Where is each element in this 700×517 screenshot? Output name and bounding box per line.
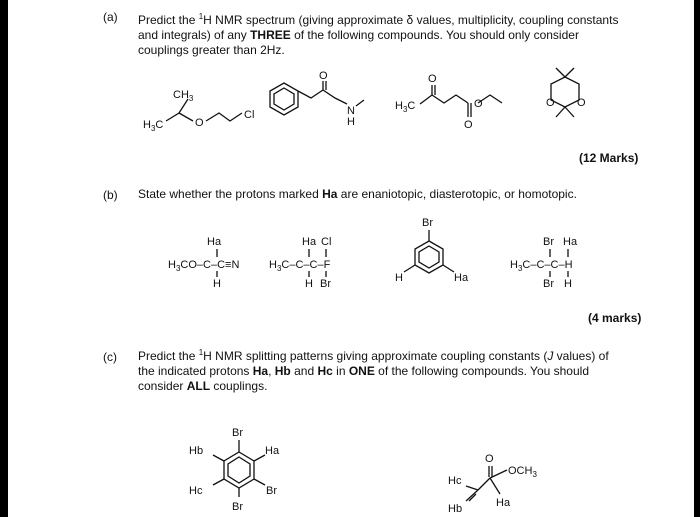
a2-oxygen: O [319, 70, 328, 82]
part-a-line1-pre: Predict the [138, 13, 199, 27]
part-c-bold-one: ONE [348, 364, 375, 378]
c2-ha: Ha [496, 497, 511, 509]
b3-hydrogen: H [395, 272, 403, 284]
part-a-line1-post: H NMR spectrum (giving approximate δ values, multiplicity, coupling constants [203, 13, 619, 27]
exam-sheet [8, 0, 694, 517]
part-c-line2-pre: the indicated protons [138, 364, 253, 378]
a2-nitrogen: N [347, 105, 355, 117]
part-c-mid2: in [332, 364, 349, 378]
structure-a3 [395, 73, 502, 131]
b4-bromine-bottom: Br [543, 278, 554, 290]
b2-chlorine: Cl [321, 236, 332, 248]
a1-chlorine: Cl [244, 109, 255, 121]
part-b-marks: (4 marks) [588, 311, 642, 325]
c2-hc: Hc [448, 475, 462, 487]
part-c-line2-post: of the following compounds. You should [374, 364, 589, 378]
structure-b2 [269, 236, 331, 290]
part-c-line3-post: couplings. [210, 379, 268, 393]
b2-ha: Ha [302, 236, 317, 248]
part-c-italic-j: J [547, 349, 554, 363]
c2-hb: Hb [448, 503, 463, 515]
structure-b1 [168, 236, 239, 290]
a3-oxygen-bottom: O [464, 119, 473, 131]
part-c-bold-all: ALL [186, 379, 211, 393]
a3-ester-oxygen: O [474, 98, 483, 110]
c1-bromine-top: Br [232, 427, 243, 439]
a1-h3c: $H_3C$ [143, 119, 164, 133]
b4-bromine-top: Br [543, 236, 554, 248]
part-c-line1-pre: Predict the [138, 349, 199, 363]
structure-a2 [270, 70, 364, 128]
b3-bromine: Br [422, 217, 433, 229]
part-a-line2-pre: and integrals) of any [138, 28, 251, 42]
a3-h3c: $H_3C$ [395, 100, 416, 114]
structure-a4 [546, 68, 586, 117]
part-c-line1-post: values) of [553, 349, 609, 363]
b2-hydrogen: H [305, 278, 313, 290]
b1-formula: $H_3CO-C-C\equiv N$ [168, 259, 240, 273]
a2-hydrogen: H [347, 116, 355, 128]
a3-carbonyl-oxygen: O [428, 73, 437, 85]
part-c-hc: Hc [317, 364, 333, 378]
part-b-bold: Ha [322, 187, 338, 201]
c1-hc: Hc [189, 485, 203, 497]
c1-ha: Ha [265, 445, 280, 457]
part-b-pre: State whether the protons marked [138, 187, 323, 201]
part-a-bold: THREE [250, 28, 291, 42]
structure-c1 [189, 427, 280, 513]
b4-hydrogen: H [564, 278, 572, 290]
part-c-mid: and [290, 364, 318, 378]
a1-ch3: $CH_3$ [173, 89, 194, 103]
c2-och3: $OCH_3$ [508, 465, 537, 479]
part-c-label: (c) [103, 350, 117, 364]
part-b-post: are enaniotopic, diasterotopic, or homotopic. [337, 187, 577, 201]
c1-bromine-bottom: Br [232, 501, 243, 513]
structure-c2 [448, 453, 537, 515]
part-c-line1-mid: H NMR splitting patterns giving approximate coupling constants ( [203, 349, 548, 363]
part-a-label: (a) [103, 10, 118, 24]
part-c-hb: Hb [274, 364, 291, 378]
a4-oxygen-left: O [546, 97, 555, 109]
structure-a1 [143, 89, 254, 133]
part-c-line3-pre: consider [138, 379, 187, 393]
b1-ha: Ha [207, 236, 222, 248]
part-a-line3: couplings greater than 2Hz. [138, 43, 285, 57]
part-c-ha: Ha [252, 364, 269, 378]
part-b-label: (b) [103, 188, 118, 202]
c1-bromine-right: Br [266, 485, 277, 497]
b1-hydrogen: H [213, 278, 221, 290]
structure-b3 [395, 217, 469, 284]
b2-bromine: Br [320, 278, 331, 290]
part-c-sep1: , [268, 364, 275, 378]
b4-formula: $H_3C-C-C-H$ [510, 259, 573, 273]
a1-oxygen: O [195, 117, 204, 129]
b2-formula: $H_3C-C-C-F$ [269, 259, 331, 273]
part-c-sup: 1 [198, 348, 204, 357]
b3-ha: Ha [454, 272, 469, 284]
part-a-line2-post: of the following compounds. You should only consider [290, 28, 579, 42]
c2-oxygen: O [485, 453, 494, 465]
b4-ha: Ha [563, 236, 578, 248]
part-a-sup: 1 [198, 12, 204, 21]
part-a-marks: (12 Marks) [579, 151, 639, 165]
a4-oxygen-right: O [577, 97, 586, 109]
structures-canvas [8, 0, 694, 517]
c1-hb: Hb [189, 445, 204, 457]
structure-b4 [510, 236, 578, 290]
